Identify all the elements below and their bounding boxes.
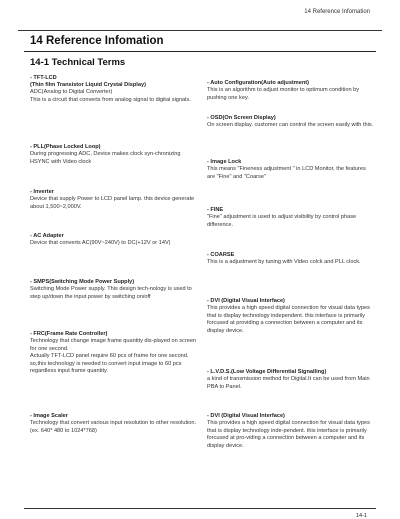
term-dvi-2 <box>207 413 375 450</box>
term-body <box>30 338 198 376</box>
term-subtitle: (Thin film Transistor Liquid Crystal Display) <box>30 82 146 88</box>
term-body <box>207 87 375 102</box>
term-pll <box>30 144 198 166</box>
term-title: - FINE <box>207 207 224 213</box>
term-text: Device that converts AC(90V~240V) to DC(+12V or 14V) <box>30 240 171 246</box>
term-body <box>207 166 375 181</box>
term-text: On screen display. customer can control the screen easily with this. <box>207 122 374 128</box>
term-body <box>207 214 375 229</box>
page-number: 14-1 <box>355 513 367 519</box>
term-fine <box>207 207 375 229</box>
term-osd <box>207 115 375 130</box>
term-body <box>207 259 375 267</box>
term-text: a kind of transmission method for Digital.It can be used from Main PBA to Panel. <box>207 376 370 390</box>
term-ac-adapter <box>30 233 198 248</box>
term-body <box>207 305 375 335</box>
term-text: This is an algorithm to adjust monitor to optimum condition by pushing one key. <box>207 87 360 101</box>
term-title: - Inverter <box>30 189 54 195</box>
term-text: so,this technology is needed to convert input image to 60 pcs regardless input frame quantity. <box>30 360 182 375</box>
term-title: - DVI (Digital Visual Interface) <box>207 298 285 304</box>
term-title: - Image Scaler <box>30 413 68 419</box>
term-title: - DVI (Digital Visual Interface) <box>207 413 285 419</box>
term-text: Device that supply Power to LCD panel lamp. this device generate about 1,500~2,000V. <box>30 196 195 210</box>
term-coarse <box>207 252 375 267</box>
term-image-scaler <box>30 413 198 435</box>
term-tft-lcd <box>30 75 198 104</box>
term-text: Actually TFT-LCD panel require 60 pcs of frame for one second. <box>30 353 189 360</box>
term-text: During progressing ADC, Device makes clock syn-chronizing HSYNC with Video clock <box>30 151 181 165</box>
term-title: - TFT-LCD <box>30 75 57 81</box>
term-text: This provides a high speed digital connection for visual data types that is display technology inde-pendent. this interface is primarily forcused at pro-viding a connection between a computer and its display device. <box>207 420 370 449</box>
term-text: This provides a high speed digital connection for visual data types that is display technology independent. this interface is primarily forcused at providing a connection between a computer and its display device. <box>207 305 370 334</box>
term-body <box>207 420 375 450</box>
title-divider <box>24 51 376 52</box>
term-inverter <box>30 189 198 211</box>
term-body <box>207 376 375 391</box>
term-title: - FRC(Frame Rate Controller) <box>30 331 108 337</box>
term-image-lock <box>207 159 375 181</box>
term-body <box>30 286 198 301</box>
term-text: Technology that convert various input resolution to other resolution.(ex. 640* 480 to 1024*768) <box>30 420 197 434</box>
section-title: 14-1 Technical Terms <box>30 57 126 68</box>
term-text: Technology that change image frame quantity dis-played on screen for one second. <box>30 338 197 352</box>
term-title: - SMPS(Switching Mode Power Supply) <box>30 279 135 285</box>
term-text: Switching Mode Power supply. This design tech-nology is used to step up/down the input power by switching on/off <box>30 286 192 300</box>
term-title: - Auto Configuration(Auto adjustment) <box>207 80 310 86</box>
term-text: This is a circuit that converts from analog signal to digital signals. <box>30 96 191 103</box>
term-text: ADC(Analog to Digital Converter) <box>30 89 113 95</box>
term-body <box>30 151 198 166</box>
term-title: - COARSE <box>207 252 235 258</box>
term-auto-configuration <box>207 80 375 102</box>
term-body <box>30 89 198 104</box>
term-body <box>30 240 198 248</box>
term-body <box>30 420 198 435</box>
term-text: This is a adjustment by tuning with Video colck and PLL clock. <box>207 259 361 265</box>
term-title: - Image Lock <box>207 159 242 165</box>
term-text: This means "Fineness adjustment " in LCD Monitor, the features are "Fine" and "Coarse" <box>207 166 366 180</box>
term-smps <box>30 279 198 301</box>
running-header: 14 Reference Infomation <box>304 9 370 15</box>
term-frc <box>30 331 198 376</box>
header-divider <box>18 30 382 31</box>
term-text: "Fine" adjustment is used to adjust visibility by control phase difference. <box>207 214 357 228</box>
term-title: - L.V.D.S.(Low Voltage Differential Signalling) <box>207 369 327 375</box>
term-dvi <box>207 298 375 335</box>
term-title: - OSD(On Screen Display) <box>207 115 276 121</box>
footer-divider <box>24 508 376 509</box>
term-lvds <box>207 369 375 391</box>
chapter-title: 14 Reference Infomation <box>30 35 164 47</box>
term-body <box>207 122 375 130</box>
term-title: - PLL(Phase Locked Loop) <box>30 144 101 150</box>
term-body <box>30 196 198 211</box>
term-title: - AC Adapter <box>30 233 64 239</box>
